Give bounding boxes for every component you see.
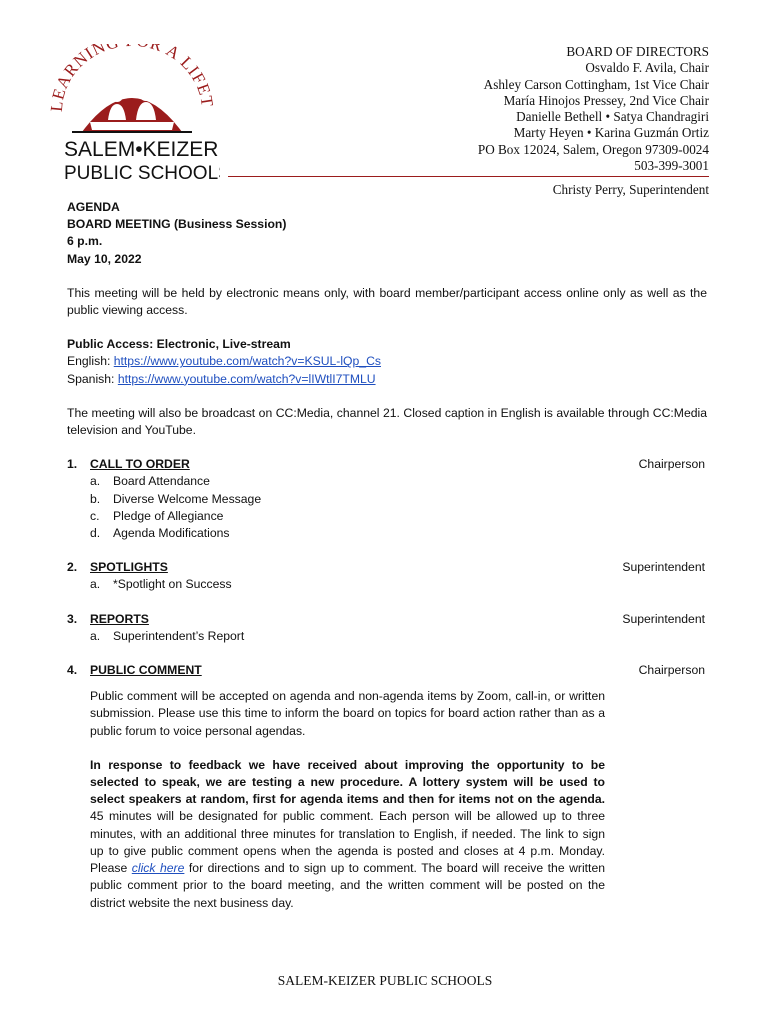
item-responsible: Superintendent xyxy=(622,560,705,575)
board-member: Ashley Carson Cottingham, 1st Vice Chair xyxy=(483,76,709,92)
meeting-time: 6 p.m. xyxy=(67,234,103,249)
access-spanish xyxy=(67,371,707,388)
board-of-directors xyxy=(478,44,709,174)
intro-text: This meeting will be held by electronic means only, with board member/participant access online only as well as the public viewing access. xyxy=(67,285,707,318)
click-here-link[interactable]: click here xyxy=(131,861,185,876)
agenda-item-spotlights xyxy=(67,559,707,593)
item-responsible: Superintendent xyxy=(622,611,705,626)
board-phone: 503-399-3001 xyxy=(634,158,709,174)
logo-name-line1: SALEM•KEIZER xyxy=(64,138,219,161)
item-title: CALL TO ORDER xyxy=(90,457,190,472)
sub-item: d. Agenda Modifications xyxy=(90,526,230,541)
item-title: REPORTS xyxy=(90,611,149,626)
logo-arc-text: EARNIN R A LIFET xyxy=(50,44,217,109)
english-label: English: xyxy=(67,354,111,369)
public-comment-paragraph: Public comment will be accepted on agenda and non-agenda items by Zoom, call-in, or written submission. Please use this time to inform the board on topics for board action rather than as a public forum to voice personal agendas. xyxy=(90,689,605,738)
agenda-body xyxy=(67,199,707,912)
board-title: BOARD OF DIRECTORS xyxy=(566,44,709,59)
sub-item: a. Superintendent’s Report xyxy=(90,628,245,643)
spanish-label: Spanish: xyxy=(67,371,115,386)
item-number: 3. xyxy=(67,611,78,626)
board-address: PO Box 12024, Salem, Oregon 97309-0024 xyxy=(477,141,709,157)
item-number: 2. xyxy=(67,560,78,575)
item-title: SPOTLIGHTS xyxy=(90,560,168,575)
sub-item: c. Pledge of Allegiance xyxy=(90,508,224,523)
english-stream-link[interactable]: https://www.youtube.com/watch?v=KSUL-lQp_Cs xyxy=(113,354,381,369)
procedure-tail: for directions and to sign up to comment. The board will receive the written public comment prior to the board meeting, and the written comment will be posted on the district website the next business day. xyxy=(90,861,605,910)
item-number: 4. xyxy=(67,663,78,678)
meeting-date: May 10, 2022 xyxy=(67,251,142,266)
board-member: María Hinojos Pressey, 2nd Vice Chair xyxy=(503,92,709,108)
page-footer: SALEM-KEIZER PUBLIC SCHOOLS xyxy=(277,973,493,988)
procedure-bold: In response to feedback we have received about improving the opportunity to be selected to speak, we are testing a new procedure. A lottery system will be used to select speakers at random, first for agenda items and then for items not on the agenda. xyxy=(90,757,605,807)
item-number: 1. xyxy=(67,457,78,472)
board-member: Danielle Bethell • Satya Chandragiri xyxy=(516,109,709,125)
sub-item: a. Board Attendance xyxy=(90,474,210,489)
access-english xyxy=(67,353,707,370)
sub-item: b. Diverse Welcome Message xyxy=(90,491,262,506)
meeting-type: BOARD MEETING (Business Session) xyxy=(67,217,287,232)
item-title: PUBLIC COMMENT xyxy=(90,663,202,678)
procedure-text: 45 minutes will be designated for public comment. Each person will be allowed up to three minutes, with an additional three minutes for translation to English, if needed. The link to sign up to give public comment opens when the agenda is posted and closes at 4 p.m. Monday. Please xyxy=(90,809,605,876)
agenda-item-call-to-order xyxy=(67,456,707,542)
access-heading: Public Access: Electronic, Live-stream xyxy=(67,337,291,352)
agenda-label: AGENDA xyxy=(67,200,120,214)
spanish-stream-link[interactable]: https://www.youtube.com/watch?v=lIWtlI7TMLU xyxy=(117,371,376,386)
logo-name-line2: PUBLIC SCHOOLS xyxy=(64,163,220,184)
logo-emblem xyxy=(50,44,220,184)
sub-item: a. *Spotlight on Success xyxy=(90,577,232,592)
agenda-item-public-comment xyxy=(67,662,707,912)
public-comment-procedure xyxy=(90,757,605,912)
superintendent: Christy Perry, Superintendent xyxy=(552,182,709,197)
item-responsible: Chairperson xyxy=(638,663,705,678)
broadcast-text: The meeting will also be broadcast on CC:Media, channel 21. Closed caption in English is available through CC:Media television and YouTube. xyxy=(67,405,707,438)
board-member: Osvaldo F. Avila, Chair xyxy=(585,60,709,76)
board-member: Marty Heyen • Karina Guzmán Ortiz xyxy=(513,125,709,141)
header-divider xyxy=(228,176,709,177)
district-logo xyxy=(50,44,220,184)
item-responsible: Chairperson xyxy=(638,457,705,472)
agenda-item-reports xyxy=(67,611,707,645)
